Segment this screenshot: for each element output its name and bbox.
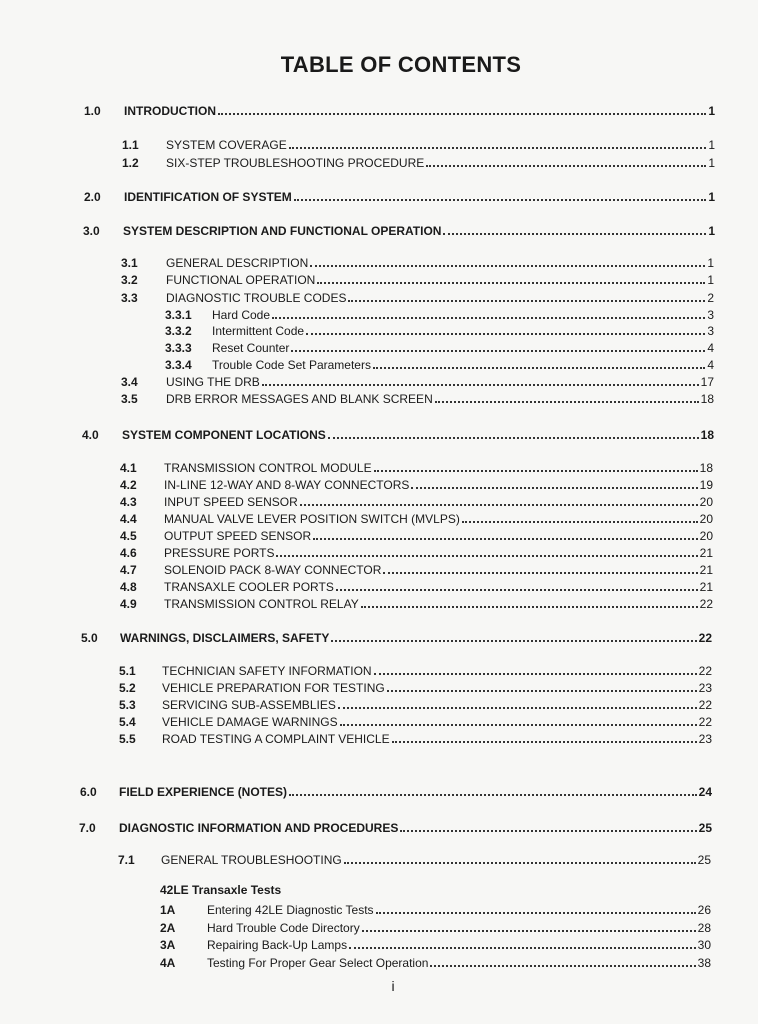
toc-entry-label: TRANSMISSION CONTROL RELAY xyxy=(164,597,359,611)
dot-leader xyxy=(430,953,695,967)
toc-entry xyxy=(84,190,715,204)
toc-entry-label: TRANSMISSION CONTROL MODULE xyxy=(164,461,372,475)
toc-entry-number: 5.4 xyxy=(119,715,136,729)
toc-entry-label: SYSTEM COMPONENT LOCATIONS xyxy=(122,428,326,442)
toc-entry-page: 20 xyxy=(699,495,713,509)
dot-leader xyxy=(349,935,696,949)
toc-entry xyxy=(160,938,711,952)
toc-entry-page: 1 xyxy=(707,256,714,270)
toc-entry xyxy=(120,512,713,526)
toc-entry-number: 1.1 xyxy=(122,138,139,152)
dot-leader xyxy=(376,900,696,914)
toc-entry xyxy=(120,478,713,492)
dot-leader xyxy=(317,270,705,284)
toc-entry-number: 4.3 xyxy=(120,495,137,509)
toc-entry xyxy=(120,495,713,509)
toc-entry xyxy=(165,358,714,372)
dot-leader xyxy=(387,678,697,692)
dot-leader xyxy=(262,372,699,386)
toc-entry-page: 3 xyxy=(707,308,714,322)
toc-entry-number: 1.2 xyxy=(122,156,139,170)
toc-entry-label: Reset Counter xyxy=(212,341,290,355)
toc-entry-number: 1.0 xyxy=(84,104,101,118)
dot-leader xyxy=(331,628,696,642)
toc-entry-number: 7.0 xyxy=(79,821,96,835)
toc-entry-page: 23 xyxy=(698,732,712,746)
toc-entry xyxy=(160,903,711,917)
dot-leader xyxy=(462,509,698,523)
toc-entry-page: 3 xyxy=(707,324,714,338)
dot-leader xyxy=(374,458,698,472)
dot-leader xyxy=(392,729,697,743)
toc-entry-number: 5.5 xyxy=(119,732,136,746)
dot-leader xyxy=(340,712,697,726)
toc-entry-page: 28 xyxy=(697,921,711,935)
toc-entry-label: SYSTEM COVERAGE xyxy=(166,138,287,152)
toc-entry-page: 1 xyxy=(707,273,714,287)
dot-leader xyxy=(336,577,698,591)
toc-entry-label: SIX-STEP TROUBLESHOOTING PROCEDURE xyxy=(166,156,425,170)
toc-entry-page: 1 xyxy=(708,104,715,118)
toc-entry-label: VEHICLE PREPARATION FOR TESTING xyxy=(162,681,385,695)
toc-entry-label: MANUAL VALVE LEVER POSITION SWITCH (MVLPS) xyxy=(164,512,460,526)
toc-entry-label: INTRODUCTION xyxy=(124,104,216,118)
toc-entry-label: PRESSURE PORTS xyxy=(164,546,275,560)
toc-entry xyxy=(122,138,715,152)
toc-entry-page: 19 xyxy=(699,478,713,492)
toc-entry-page: 22 xyxy=(698,715,712,729)
toc-entry xyxy=(165,324,714,338)
dot-leader xyxy=(289,782,697,796)
page-title: TABLE OF CONTENTS xyxy=(280,52,522,77)
dot-leader xyxy=(338,695,697,709)
toc-entry-page: 1 xyxy=(708,224,715,238)
toc-entry-number: 4.1 xyxy=(120,461,137,475)
toc-entry-label: Testing For Proper Gear Select Operation xyxy=(207,956,429,970)
toc-entry-label: USING THE DRB xyxy=(166,375,260,389)
dot-leader xyxy=(435,389,699,403)
toc-entry xyxy=(120,546,713,560)
toc-entry xyxy=(119,681,712,695)
toc-entry-page: 23 xyxy=(698,681,712,695)
toc-entry-page: 4 xyxy=(707,358,714,372)
dot-leader xyxy=(411,475,697,489)
dot-leader xyxy=(306,321,705,335)
toc-entry xyxy=(120,529,713,543)
toc-entry-page: 17 xyxy=(700,375,714,389)
toc-entry-label: IN-LINE 12-WAY AND 8-WAY CONNECTORS xyxy=(164,478,410,492)
toc-entry-label: FUNCTIONAL OPERATION xyxy=(166,273,316,287)
toc-entry-number: 4.0 xyxy=(82,428,99,442)
toc-entry-page: 21 xyxy=(699,563,713,577)
toc-entry-page: 38 xyxy=(697,956,711,970)
toc-entry-number: 3.0 xyxy=(83,224,100,238)
toc-entry-number: 3.5 xyxy=(121,392,138,406)
toc-entry-page: 20 xyxy=(699,529,713,543)
toc-entry-page: 22 xyxy=(699,597,713,611)
toc-entry-number: 2.0 xyxy=(84,190,101,204)
toc-entry-label: SOLENOID PACK 8-WAY CONNECTOR xyxy=(164,563,382,577)
toc-entry xyxy=(165,341,714,355)
toc-entry-number: 3.4 xyxy=(121,375,138,389)
toc-entry xyxy=(84,104,715,118)
dot-leader xyxy=(383,560,697,574)
toc-entry-page: 1 xyxy=(708,156,715,170)
dot-leader xyxy=(294,187,707,201)
toc-entry-page: 1 xyxy=(708,190,715,204)
dot-leader xyxy=(348,288,705,302)
toc-entry xyxy=(121,273,714,287)
toc-entry-label: ROAD TESTING A COMPLAINT VEHICLE xyxy=(162,732,390,746)
toc-entry xyxy=(121,375,714,389)
dot-leader xyxy=(344,850,696,864)
toc-entry-label: OUTPUT SPEED SENSOR xyxy=(164,529,312,543)
toc-entry xyxy=(121,291,714,305)
toc-entry-label: DRB ERROR MESSAGES AND BLANK SCREEN xyxy=(166,392,433,406)
toc-entry-page: 22 xyxy=(698,631,712,645)
toc-entry xyxy=(119,732,712,746)
toc-entry-page: 18 xyxy=(700,392,714,406)
toc-entry-label: GENERAL TROUBLESHOOTING xyxy=(161,853,342,867)
toc-entry-label: VEHICLE DAMAGE WARNINGS xyxy=(162,715,338,729)
dot-leader xyxy=(443,221,706,235)
tests-heading: 42LE Transaxle Tests xyxy=(160,883,282,897)
toc-entry-label: IDENTIFICATION OF SYSTEM xyxy=(124,190,292,204)
toc-entry xyxy=(82,428,714,442)
dot-leader xyxy=(272,305,705,319)
dot-leader xyxy=(400,818,696,832)
toc-entry xyxy=(122,156,715,170)
toc-entry-label: TECHNICIAN SAFETY INFORMATION xyxy=(162,664,372,678)
toc-entry-number: 3.3 xyxy=(121,291,138,305)
toc-entry-page: 21 xyxy=(699,546,713,560)
toc-entry-label: Repairing Back-Up Lamps xyxy=(207,938,348,952)
toc-entry xyxy=(81,631,712,645)
toc-entry xyxy=(120,461,713,475)
toc-entry xyxy=(119,698,712,712)
page-number-footer: i xyxy=(391,978,395,994)
dot-leader xyxy=(373,355,705,369)
toc-entry-label: INPUT SPEED SENSOR xyxy=(164,495,298,509)
toc-entry xyxy=(79,821,712,835)
toc-entry-number: 7.1 xyxy=(118,853,135,867)
toc-entry xyxy=(160,956,711,970)
toc-entry-label: FIELD EXPERIENCE (NOTES) xyxy=(119,785,288,799)
toc-entry xyxy=(118,853,711,867)
toc-entry xyxy=(119,715,712,729)
dot-leader xyxy=(218,101,706,115)
toc-entry xyxy=(165,308,714,322)
toc-entry-page: 22 xyxy=(698,664,712,678)
toc-entry-number: 5.3 xyxy=(119,698,136,712)
toc-entry-number: 4.9 xyxy=(120,597,137,611)
dot-leader xyxy=(300,492,698,506)
toc-entry-page: 1 xyxy=(708,138,715,152)
toc-entry-label: Entering 42LE Diagnostic Tests xyxy=(207,903,374,917)
toc-entry-number: 5.0 xyxy=(81,631,98,645)
toc-entry-number: 3.3.1 xyxy=(165,308,192,322)
toc-entry-page: 22 xyxy=(698,698,712,712)
toc-entry xyxy=(83,224,715,238)
toc-entry-number: 4A xyxy=(160,956,176,970)
toc-entry-number: 4.6 xyxy=(120,546,137,560)
toc-entry-page: 25 xyxy=(697,853,711,867)
toc-entry-page: 21 xyxy=(699,580,713,594)
toc-entry-number: 5.1 xyxy=(119,664,136,678)
toc-entry xyxy=(120,580,713,594)
toc-entry-label: DIAGNOSTIC TROUBLE CODES xyxy=(166,291,347,305)
toc-entry-label: Intermittent Code xyxy=(212,324,305,338)
toc-entry-page: 18 xyxy=(700,428,714,442)
dot-leader xyxy=(291,338,705,352)
toc-entry xyxy=(121,256,714,270)
toc-entry-number: 3.3.4 xyxy=(165,358,192,372)
toc-entry-page: 4 xyxy=(707,341,714,355)
toc-entry-label: SYSTEM DESCRIPTION AND FUNCTIONAL OPERATION xyxy=(123,224,442,238)
toc-entry-number: 3.1 xyxy=(121,256,138,270)
toc-entry-label: TRANSAXLE COOLER PORTS xyxy=(164,580,334,594)
toc-entry-number: 1A xyxy=(160,903,176,917)
dot-leader xyxy=(276,543,697,557)
toc-entry xyxy=(119,664,712,678)
toc-entry xyxy=(120,563,713,577)
toc-entry-label: Hard Trouble Code Directory xyxy=(207,921,360,935)
toc-entry-number: 3.3.2 xyxy=(165,324,192,338)
toc-entry-number: 4.7 xyxy=(120,563,137,577)
toc-entry-number: 6.0 xyxy=(80,785,97,799)
dot-leader xyxy=(361,594,698,608)
toc-entry-label: WARNINGS, DISCLAIMERS, SAFETY xyxy=(120,631,330,645)
dot-leader xyxy=(313,526,698,540)
toc-entry-number: 3A xyxy=(160,938,176,952)
toc-entry-label: DIAGNOSTIC INFORMATION AND PROCEDURES xyxy=(119,821,399,835)
toc-entry xyxy=(120,597,713,611)
toc-entry-number: 2A xyxy=(160,921,176,935)
dot-leader xyxy=(362,918,696,932)
toc-entry-page: 24 xyxy=(698,785,712,799)
toc-entry-number: 4.2 xyxy=(120,478,137,492)
toc-entry-number: 5.2 xyxy=(119,681,136,695)
toc-entry-number: 4.4 xyxy=(120,512,137,526)
toc-entry-page: 18 xyxy=(699,461,713,475)
dot-leader xyxy=(374,661,697,675)
dot-leader xyxy=(289,135,707,149)
toc-entry-page: 30 xyxy=(697,938,711,952)
dot-leader xyxy=(328,425,699,439)
toc-entry-label: SERVICING SUB-ASSEMBLIES xyxy=(162,698,336,712)
toc-entry-page: 25 xyxy=(698,821,712,835)
toc-entry xyxy=(121,392,714,406)
toc-entry xyxy=(80,785,712,799)
toc-entry-page: 20 xyxy=(699,512,713,526)
toc-entry-number: 4.8 xyxy=(120,580,137,594)
toc-entry xyxy=(160,921,711,935)
dot-leader xyxy=(426,153,706,167)
dot-leader xyxy=(310,253,705,267)
toc-entry-number: 3.2 xyxy=(121,273,138,287)
toc-entry-page: 2 xyxy=(707,291,714,305)
toc-entry-label: GENERAL DESCRIPTION xyxy=(166,256,309,270)
toc-entry-number: 3.3.3 xyxy=(165,341,192,355)
toc-entry-page: 26 xyxy=(697,903,711,917)
toc-entry-label: Trouble Code Set Parameters xyxy=(212,358,371,372)
toc-entry-label: Hard Code xyxy=(212,308,271,322)
toc-entry-number: 4.5 xyxy=(120,529,137,543)
